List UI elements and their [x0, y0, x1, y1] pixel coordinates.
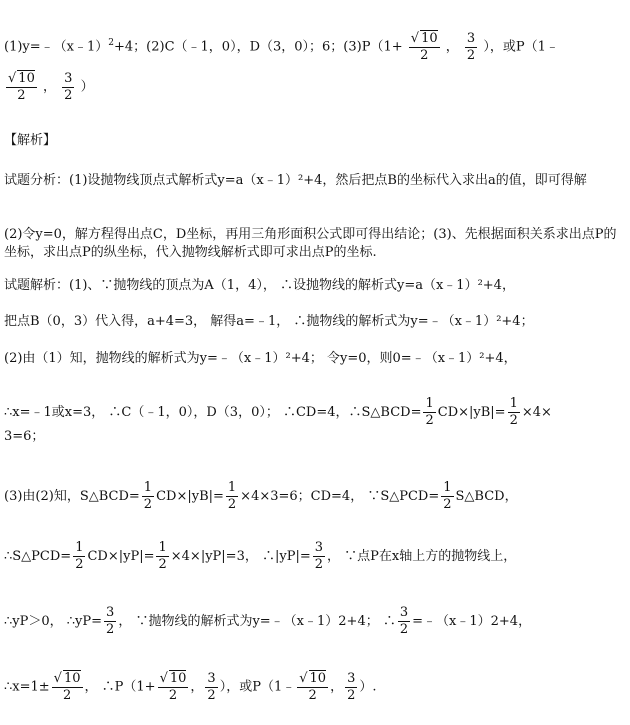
solution-line-1: 试题解析：(1)、∵抛物线的顶点为A（1，4）， ∴设抛物线的解析式y=a（x﹣1）²+4，: [4, 278, 515, 293]
exponent: 2: [108, 38, 114, 49]
answer-line-1: [4, 30, 559, 64]
fraction-3-over-2: $\frac{3}{2}$: [314, 540, 323, 572]
fraction-3-over-2: $\frac{3}{2}$: [106, 605, 115, 637]
analysis-para-1: [4, 172, 624, 190]
fraction-3-over-2: $\frac{3}{2}$: [347, 670, 356, 703]
fraction-1-over-2: $\frac{1}{2}$: [425, 396, 434, 428]
fraction-3-over-2: $\frac{3}{2}$: [399, 605, 409, 637]
answer-part-2: +4；(2)C（﹣1，0），D（3，0）；6；(3)P（1+: [114, 39, 403, 55]
fraction-1-over-2: $\frac{1}{2}$: [509, 396, 518, 428]
fraction-1-over-2: $\frac{1}{2}$: [75, 540, 84, 572]
analysis-para-2: (2)令y=0，解方程得出点C，D坐标，再用三角形面积公式即可得出结论；(3)、先根据面积关系求出点P的坐标，求出点P的纵坐标，代入抛物线解析式即可求出点P的坐标.: [4, 227, 617, 260]
fraction-1-over-2: $\frac{1}{2}$: [443, 480, 452, 512]
solution-line-6: ∴S△PCD= $\frac{1}{2}$ CD×|yP|= $\frac{1}{2}$ ×4×|yP|=3， ∴|yP|= $\frac{3}{2}$ ， ∵点P在x轴上方的抛物线上，: [4, 540, 517, 572]
fraction-sqrt10-over-2-b: $\frac{√ 10}{2}$: [8, 71, 35, 103]
answer-part-1: (1)y=﹣（x﹣1）: [4, 39, 109, 55]
fraction-3-over-2-b: $\frac{3}{2}$: [64, 70, 73, 103]
fraction-1-over-2: $\frac{1}{2}$: [143, 480, 153, 512]
fraction-1-over-2: $\frac{1}{2}$: [227, 480, 237, 512]
solution-line-3: (2)由（1）知，抛物线的解析式为y=﹣（x﹣1）²+4； 令y=0，则0=﹣（x﹣1）²+4，: [4, 351, 517, 366]
solution-line-8: ∴x=1± $\frac{√ 10}{2}$ ， ∴P（1+ $\frac{√ 10}{2}$ ， $\frac{3}{2}$ ），或P（1﹣ $\frac{√ 10}{2}$ ， $\frac{3}{2}$ ）.: [4, 670, 377, 703]
analysis-text-1: (1)设抛物线顶点式解析式y=a（x﹣1）²+4，然后把点B的坐标代入求出a的值，即可得解: [69, 173, 587, 188]
comma: ，: [42, 79, 56, 95]
solution-line-4-cont: 3=6；: [4, 429, 45, 444]
section-heading: 【解析】: [4, 133, 57, 148]
solution-line-2: 把点B（0，3）代入得，a+4=3， 解得a=﹣1， ∴抛物线的解析式为y=﹣（x﹣1）²+4；: [4, 314, 534, 329]
fraction-3-over-2: $\frac{3}{2}$: [207, 670, 216, 703]
fraction-3-over-2: $\frac{3}{2}$: [466, 30, 476, 63]
answer-line-2: [4, 70, 94, 104]
fraction-sqrt10-over-2: $\frac{√ 10}{2}$: [299, 671, 327, 703]
fraction-sqrt10-over-2: $\frac{√ 10}{2}$: [159, 671, 187, 703]
fraction-sqrt10-over-2: $\frac{√ 10}{2}$: [410, 31, 438, 63]
answer-part-3: ），或P（1﹣: [483, 39, 559, 55]
solution-line-5: (3)由(2)知，S△BCD= $\frac{1}{2}$ CD×|yB|= $\frac{1}{2}$ ×4×3=6；CD=4， ∵S△PCD= $\frac{1}{2}$ S△BCD，: [4, 480, 518, 512]
answer-end: ）: [80, 79, 94, 95]
analysis-label: 试题分析：: [4, 173, 70, 188]
fraction-sqrt10-over-2: $\frac{√ 10}{2}$: [53, 671, 81, 703]
solution-line-4: ∴x=﹣1或x=3， ∴C（﹣1，0），D（3，0）； ∴CD=4，∴S△BCD= $\frac{1}{2}$ CD×|yB|= $\frac{1}{2}$ ×4×: [4, 396, 552, 428]
fraction-1-over-2: $\frac{1}{2}$: [158, 540, 167, 572]
comma: ，: [445, 39, 459, 55]
solution-line-7: ∴yP＞0， ∴yP= $\frac{3}{2}$ ， ∵抛物线的解析式为y=﹣（x﹣1）2+4； ∴ $\frac{3}{2}$ =﹣（x﹣1）2+4，: [4, 605, 532, 637]
